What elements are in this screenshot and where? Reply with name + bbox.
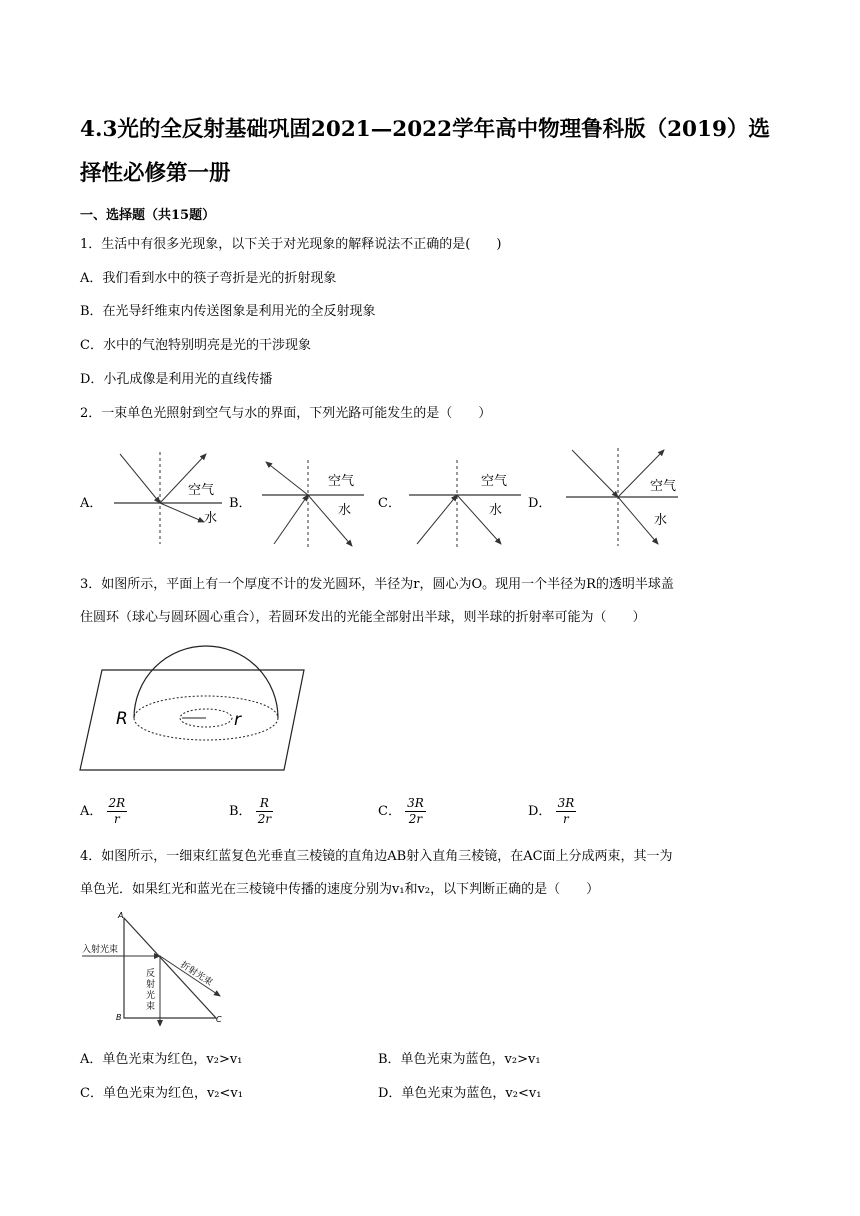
question-3-stem-line1: 3．如图所示，平面上有一个厚度不计的发光圆环，半径为r，圆心为O。现用一个半径为R的透明半球盖 [80,577,674,592]
question-1-option-a: A．我们看到水中的筷子弯折是光的折射现象 [80,271,337,286]
radius-r-label: r [234,710,241,730]
question-1-option-c: C．水中的气泡特别明亮是光的干涉现象 [80,338,311,353]
question-3-stem-line2: 住圆环（球心与圆环圆心重合），若圆环发出的光能全部射出半球，则半球的折射率可能为（ ） [80,610,646,625]
air-label: 空气 [481,474,508,489]
question-1-stem: 1．生活中有很多光现象，以下关于对光现象的解释说法不正确的是( ) [80,237,502,252]
question-3-option-c: C． $\frac{3R}{2r}$ [378,796,424,826]
question-2-label-b: B． [229,496,252,511]
question-4-option-c: C．单色光束为红色，v₂<v₁ [80,1086,243,1101]
question-4-prism-diagram [80,910,230,1026]
vertex-C: C [216,1015,222,1024]
vertex-A: A [118,911,124,920]
water-label: 水 [654,513,668,528]
refracted-beam-label: 折射光束 [178,960,215,989]
svg-text:反: 反 [146,969,156,979]
svg-text:光: 光 [146,991,156,1001]
question-2-diagram-d [560,446,684,548]
water-label: 水 [204,511,218,526]
air-label: 空气 [650,479,677,494]
question-1-option-d: D．小孔成像是利用光的直线传播 [80,372,273,387]
section-heading: 一、选择题（共15题） [80,208,216,223]
question-2-diagram-c [405,458,525,550]
question-3-option-b: B． $\frac{R}{2r}$ [229,796,272,826]
question-4-option-d: D．单色光束为蓝色，v₂<v₁ [378,1086,542,1101]
incident-beam-label: 入射光束 [82,945,119,955]
question-4-option-a: A．单色光束为红色，v₂>v₁ [80,1052,243,1067]
radius-R-label: R [116,709,128,729]
air-label: 空气 [328,474,355,489]
vertex-B: B [116,1013,122,1022]
question-4-option-b: B．单色光束为蓝色，v₂>v₁ [378,1052,541,1067]
question-4-stem-line1: 4．如图所示，一细束红蓝复色光垂直三棱镜的直角边AB射入直角三棱镜，在AC面上分成两束，其一为 [80,849,673,864]
water-label: 水 [338,503,352,518]
water-label: 水 [489,503,503,518]
air-label: 空气 [188,483,215,498]
question-2-label-c: C． [378,496,401,511]
page-title: 4.3光的全反射基础巩固2021—2022学年高中物理鲁科版（2019）选择性必修第一册 [80,117,770,186]
svg-text:射: 射 [146,980,156,990]
question-2-label-d: D． [528,496,552,511]
question-3-option-a: A． $\frac{2R}{r}$ [80,796,126,826]
question-4-stem-line2: 单色光．如果红光和蓝光在三棱镜中传播的速度分别为v₁和v₂，以下判断正确的是（ ） [80,882,600,897]
question-3-hemisphere-diagram [78,628,310,774]
question-2-label-a: A． [80,496,103,511]
question-2-diagram-a [108,448,228,548]
question-3-option-d: D． $\frac{3R}{r}$ [528,796,575,826]
question-2-diagram-b [258,458,368,550]
question-1-option-b: B．在光导纤维束内传送图象是利用光的全反射现象 [80,304,376,319]
svg-text:束: 束 [146,1002,156,1012]
question-2-stem: 2．一束单色光照射到空气与水的界面，下列光路可能发生的是（ ） [80,406,492,421]
